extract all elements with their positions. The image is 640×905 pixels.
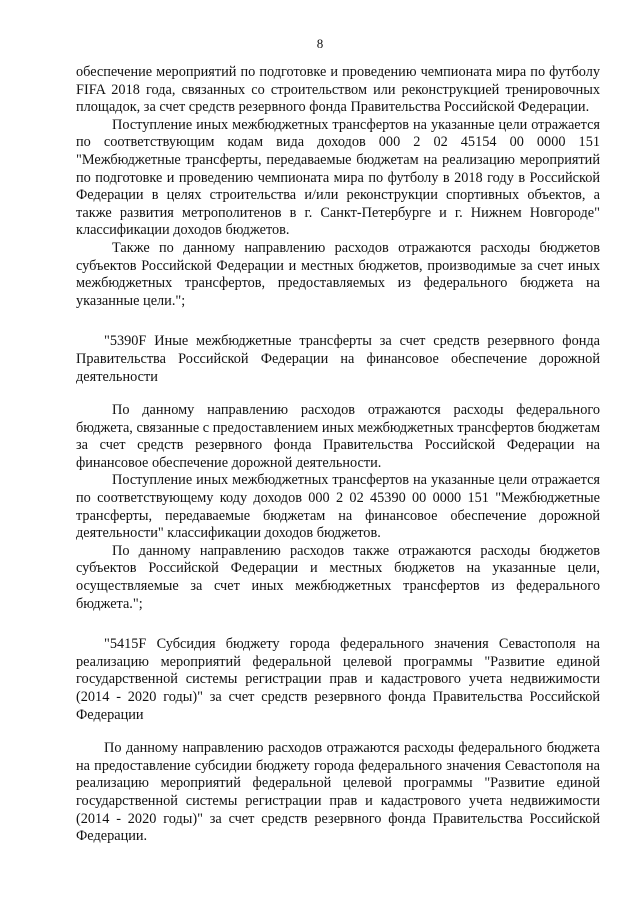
- section-heading-5390f: "5390F Иные межбюджетные трансферты за счет средств резервного фонда Правительства Российской Федерации на финансовое обеспечение дорожной деятельности: [76, 333, 600, 385]
- paragraph-5390f-income: Поступление иных межбюджетных трансфертов на указанные цели отражается по соответствующему коду доходов 000 2 02 45390 00 0000 151 "Межбюджетные трансферты, передаваемые бюджетам на финансовое обеспечение дорожной деятельности" классификации доходов бюджетов.: [76, 472, 600, 542]
- paragraph-5390f-expenses: По данному направлению расходов отражаются расходы федерального бюджета, связанные с предоставлением иных межбюджетных трансфертов бюджетам за счет средств резервного фонда Правительства Российской Федерации на финансовое обеспечение дорожной деятельности.: [76, 402, 600, 471]
- paragraph-continuation: обеспечение мероприятий по подготовке и проведению чемпионата мира по футболу FIFA 2018 года, связанных со строительством или реконструкцией тренировочных площадок, за счет средств резервного фонда Правительства Российской Федерации.: [76, 64, 600, 116]
- document-body: [76, 64, 600, 846]
- page-number: 8: [316, 36, 324, 51]
- paragraph-income-receipt: Поступление иных межбюджетных трансфертов на указанные цели отражается по соответствующим кодам вида доходов 000 2 02 45154 00 0000 151 "Межбюджетные трансферты, передаваемые бюджетам на реализацию мероприятий по подготовке и проведению чемпионата мира по футболу в 2018 году в Российской Федерации в целях строительства и/или реконструкции спортивных объектов, а также развития метрополитенов в г. Санкт-Петербурге и г. Нижнем Новгороде" классификации доходов бюджетов.: [76, 116, 600, 239]
- paragraph-5390f-regional: По данному направлению расходов также отражаются расходы бюджетов субъектов Российской Федерации и местных бюджетов на указанные цели, осуществляемые за счет иных межбюджетных трансфертов из федерального бюджета.";: [76, 542, 600, 612]
- paragraph-5415f-expenses: По данному направлению расходов отражаются расходы федерального бюджета на предоставление субсидии бюджету города федерального значения Севастополя на реализацию мероприятий федеральной целевой программы "Развитие единой государственной системы регистрации прав и кадастрового учета недвижимости (2014 - 2020 годы)" за счет средств резервного фонда Правительства Российской Федерации.: [76, 740, 600, 845]
- paragraph-regional-expenses: Также по данному направлению расходов отражаются расходы бюджетов субъектов Российской Федерации и местных бюджетов, производимые за счет иных межбюджетных трансфертов, предоставляемых из федерального бюджета на указанные цели.";: [76, 239, 600, 309]
- section-heading-5415f: "5415F Субсидия бюджету города федерального значения Севастополя на реализацию мероприятий федеральной целевой программы "Развитие единой государственной системы регистрации прав и кадастрового учета недвижимости (2014 - 2020 годы)" за счет средств резервного фонда Правительства Российской Федерации: [76, 636, 600, 723]
